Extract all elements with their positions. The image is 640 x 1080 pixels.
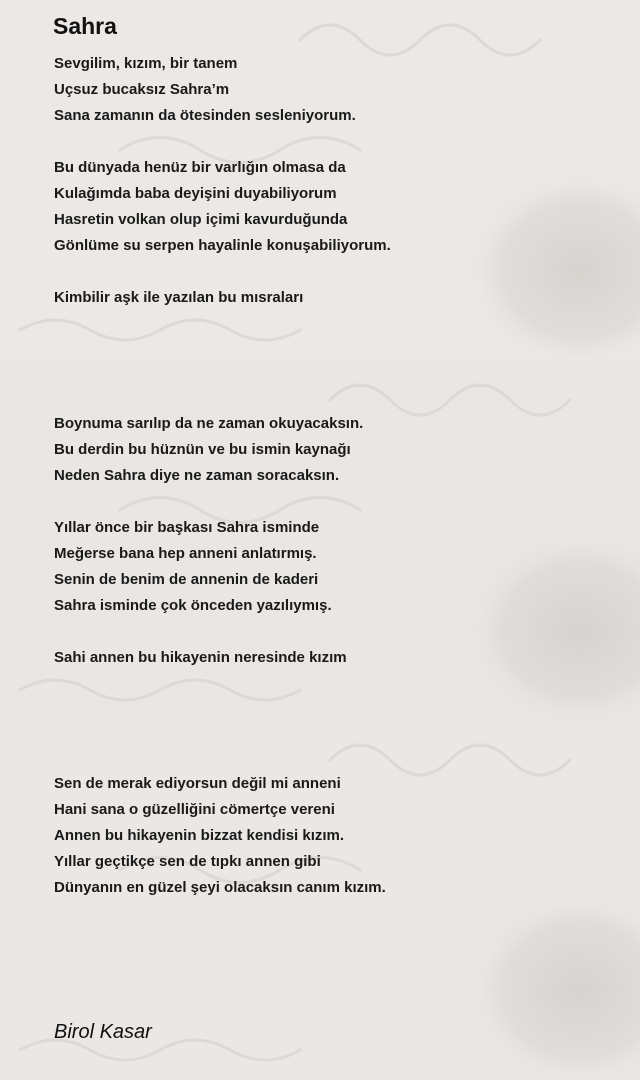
poem-line: Neden Sahra diye ne zaman soracaksın. <box>54 467 340 484</box>
stanza-2 <box>54 155 391 259</box>
poem-line: Boynuma sarılıp da ne zaman okuyacaksın. <box>54 415 364 432</box>
poem-line: Yıllar önce bir başkası Sahra isminde <box>54 519 320 536</box>
stanza-4 <box>54 411 363 489</box>
stanza-7 <box>54 771 386 901</box>
poem-line: Hani sana o güzelliğini cömertçe vereni <box>54 801 335 818</box>
poem-line: Gönlüme su serpen hayalinle konuşabiliyorum. <box>54 237 391 254</box>
poem-line: Sahra isminde çok önceden yazılıymış. <box>54 597 332 614</box>
poem-author: Birol Kasar <box>54 1021 152 1043</box>
poem-title: Sahra <box>53 13 117 39</box>
poem-line: Sen de merak ediyorsun değil mi anneni <box>54 775 341 792</box>
poem-line: Dünyanın en güzel şeyi olacaksın canım kızım. <box>54 879 386 896</box>
poem-line: Sana zamanın da ötesinden sesleniyorum. <box>54 107 356 124</box>
poem-line: Annen bu hikayenin bizzat kendisi kızım. <box>54 827 345 844</box>
poem-line: Uçsuz bucaksız Sahra’m <box>54 81 230 98</box>
poem-line: Sahi annen bu hikayenin neresinde kızım <box>54 649 347 666</box>
stanza-3 <box>54 285 303 311</box>
poem-line: Yıllar geçtikçe sen de tıpkı annen gibi <box>54 853 321 870</box>
poem-line: Sevgilim, kızım, bir tanem <box>54 55 238 72</box>
stanza-6 <box>54 645 347 671</box>
poem-line: Bu derdin bu hüznün ve bu ismin kaynağı <box>54 441 351 458</box>
poem-line: Kulağımda baba deyişini duyabiliyorum <box>54 185 337 202</box>
poem-line: Senin de benim de annenin de kaderi <box>54 571 319 588</box>
poem-line: Bu dünyada henüz bir varlığın olmasa da <box>54 159 346 176</box>
poem-line: Meğerse bana hep anneni anlatırmış. <box>54 545 317 562</box>
stanza-1 <box>54 51 356 129</box>
poem-line: Kimbilir aşk ile yazılan bu mısraları <box>54 289 304 306</box>
stanza-5 <box>54 515 332 619</box>
poem-line: Hasretin volkan olup içimi kavurduğunda <box>54 211 348 228</box>
